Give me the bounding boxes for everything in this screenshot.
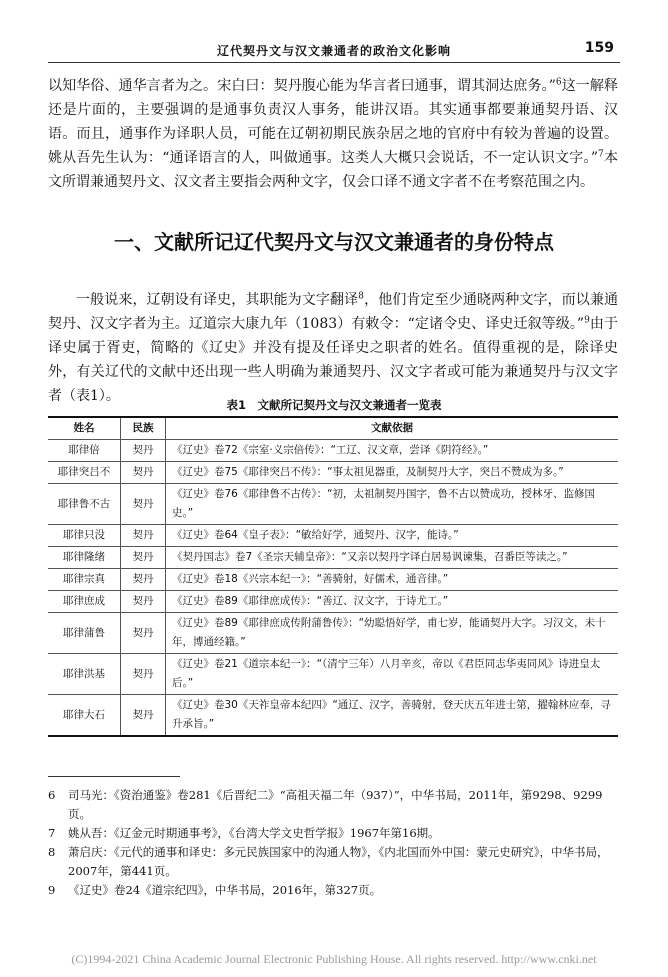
- cell-source: 《辽史》卷76《耶律鲁不古传》：“初，太祖制契丹国字，鲁不古以赞成功，授林牙、监修国史。”: [166, 484, 619, 525]
- table-row: [48, 484, 618, 525]
- table-row: [48, 462, 618, 484]
- column-header-ethnicity: 民族: [121, 417, 166, 440]
- footnote-text: 司马光：《资治通鉴》卷281《后晋纪二》“高祖天福二年（937）”，中华书局，2011年，第9298、9299页。: [68, 788, 603, 821]
- footnotes: [48, 786, 618, 900]
- table-row: [48, 654, 618, 695]
- paragraph-2-part-a: 一般说来，辽朝设有译史，其职能为文字翻译: [76, 292, 359, 308]
- cell-name: 耶律蒲鲁: [48, 613, 121, 654]
- footnote-text: 《辽史》卷24《道宗纪四》，中华书局，2016年，第327页。: [68, 883, 382, 897]
- cell-name: 耶律鲁不古: [48, 484, 121, 525]
- cell-source: 《辽史》卷89《耶律庶成传》：“善辽、汉文字，于诗尤工。”: [166, 591, 619, 613]
- table-row: [48, 525, 618, 547]
- column-header-source: 文献依据: [166, 417, 619, 440]
- paragraph-1: [48, 74, 618, 194]
- cell-ethnicity: 契丹: [121, 484, 166, 525]
- footnote-7: [48, 824, 618, 843]
- paragraph-2-part-b: ，他们肯定至少通晓两种文字，而以兼通契丹、汉文字者为主。辽道宗大康九年（1083）有敕令：“定诸令史、译史迁叙等级。”: [48, 292, 619, 332]
- footnote-8: [48, 843, 618, 881]
- cell-source: 《契丹国志》卷7《圣宗天辅皇帝》：“又亲以契丹字译白居易讽谏集，召番臣等读之。”: [166, 547, 619, 569]
- table-row: [48, 547, 618, 569]
- paragraph-1-part-c: 本文所谓兼通契丹文、汉文者主要指会两种文字，仅会口译不通文字者不在考察范围之内。: [48, 150, 619, 190]
- cell-source: 《辽史》卷64《皇子表》：“敏给好学，通契丹、汉字，能诗。”: [166, 525, 619, 547]
- footnote-ref-9[interactable]: 9: [584, 315, 590, 326]
- table-header-row: [48, 417, 618, 440]
- cell-source: 《辽史》卷21《道宗本纪一》：“（清宁三年）八月辛亥，帝以《君臣同志华夷同风》诗进皇太后。”: [166, 654, 619, 695]
- page-number: 159: [584, 40, 614, 56]
- footnote-ref-6[interactable]: 6: [555, 77, 562, 88]
- footnote-ref-8[interactable]: 8: [358, 291, 364, 302]
- table-row: [48, 613, 618, 654]
- cell-ethnicity: 契丹: [121, 591, 166, 613]
- footnote-separator: [48, 776, 180, 777]
- cell-source: 《辽史》卷18《兴宗本纪一》：“善骑射，好儒术，通音律。”: [166, 569, 619, 591]
- table-row: [48, 569, 618, 591]
- cell-name: 耶律只没: [48, 525, 121, 547]
- running-header: [48, 36, 620, 63]
- table-caption: 表1 文献所记契丹文与汉文兼通者一览表: [226, 398, 442, 412]
- cell-ethnicity: 契丹: [121, 695, 166, 737]
- cell-source: 《辽史》卷75《耶律突吕不传》：“事太祖见器重，及制契丹大字，突吕不赞成为多。”: [166, 462, 619, 484]
- footnote-6: [48, 786, 618, 824]
- paragraph-1-part-b: 这一解释还是片面的，主要强调的是通事负责汉人事务，能讲汉语。其实通事都要兼通契丹语、汉语。而且，通事作为译职人员，可能在辽朝初期民族杂居之地的官府中有较为普遍的设置。姚从吾先生认为：“通译语言的人，叫做通事。这类人大概只会说话，不一定认识文字。”: [48, 78, 619, 166]
- cell-source: 《辽史》卷89《耶律庶成传附蒲鲁传》：“幼聪悟好学，甫七岁，能诵契丹大字。习汉文，未十年，博通经籍。”: [166, 613, 619, 654]
- footnote-ref-7[interactable]: 7: [598, 149, 604, 160]
- cell-source: 《辽史》卷30《天祚皇帝本纪四》“通辽、汉字，善骑射，登天庆五年进士第，擢翰林应奉，寻升承旨。”: [166, 695, 619, 737]
- table-row: [48, 695, 618, 737]
- section-title: 一、文献所记辽代契丹文与汉文兼通者的身份特点: [114, 230, 554, 254]
- cell-ethnicity: 契丹: [121, 613, 166, 654]
- cell-ethnicity: 契丹: [121, 525, 166, 547]
- cell-ethnicity: 契丹: [121, 569, 166, 591]
- paragraph-1-part-a: 以知华俗、通华言者为之。宋白曰：契丹腹心能为华言者曰通事，谓其洞达庶务。”: [48, 78, 556, 94]
- footnote-text: 姚从吾：《辽金元时期通事考》，《台湾大学文史哲学报》1967年第16期。: [68, 826, 440, 840]
- paragraph-2: [48, 288, 618, 408]
- footnote-9: [48, 881, 618, 900]
- cell-name: 耶律倍: [48, 440, 121, 462]
- copyright-notice: (C)1994-2021 China Academic Journal Electronic Publishing House. All rights reserved. http://www.cnki.net: [71, 952, 597, 966]
- cell-name: 耶律宗真: [48, 569, 121, 591]
- table-row: [48, 591, 618, 613]
- cell-name: 耶律洪基: [48, 654, 121, 695]
- footnote-number: 6: [48, 788, 56, 802]
- paragraph-2-part-c: 由于译史属于胥吏，简略的《辽史》并没有提及任译史之职者的姓名。值得重视的是，除译史外，有关辽代的文献中还出现一些人明确为兼通契丹、汉文字者或可能为兼通契丹与汉文字者（表1）。: [48, 316, 618, 404]
- cell-ethnicity: 契丹: [121, 547, 166, 569]
- cell-source: 《辽史》卷72《宗室·义宗倍传》：“工辽、汉文章，尝译《阴符经》。”: [166, 440, 619, 462]
- footnote-text: 萧启庆：《元代的通事和译史：多元民族国家中的沟通人物》，《内北国而外中国：蒙元史研究》，中华书局，2007年，第441页。: [68, 845, 609, 878]
- cell-name: 耶律突吕不: [48, 462, 121, 484]
- cell-name: 耶律庶成: [48, 591, 121, 613]
- bilingual-persons-table: [48, 416, 618, 737]
- footnote-number: 8: [48, 845, 56, 859]
- footnote-number: 9: [48, 883, 56, 897]
- cell-name: 耶律大石: [48, 695, 121, 737]
- column-header-name: 姓名: [48, 417, 121, 440]
- cell-ethnicity: 契丹: [121, 440, 166, 462]
- cell-ethnicity: 契丹: [121, 654, 166, 695]
- running-title: 辽代契丹文与汉文兼通者的政治文化影响: [216, 44, 451, 58]
- footnote-number: 7: [48, 826, 56, 840]
- table-row: [48, 440, 618, 462]
- cell-name: 耶律隆绪: [48, 547, 121, 569]
- cell-ethnicity: 契丹: [121, 462, 166, 484]
